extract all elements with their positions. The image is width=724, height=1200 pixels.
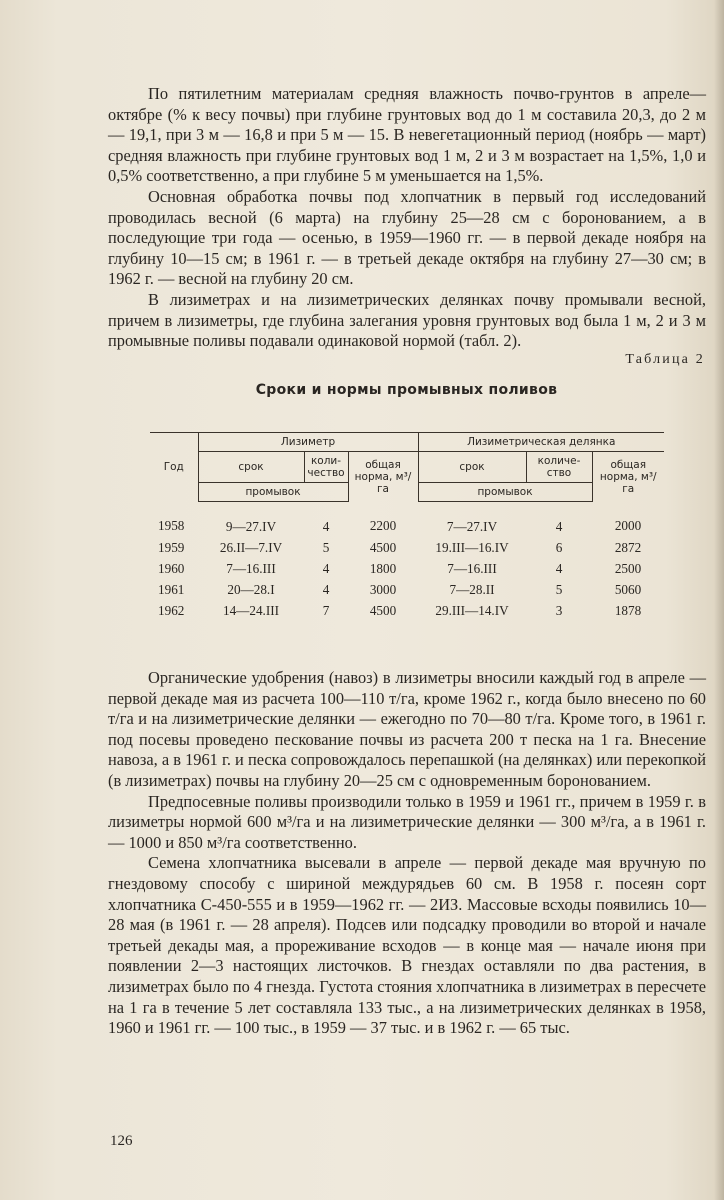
cell-plot-count: 6 [555,539,563,555]
cell-plot-count: 4 [555,518,563,534]
irrigation-table [150,432,664,621]
cell-year: 1959 [158,539,185,555]
table-caption: Таблица 2 [625,352,705,367]
cell-lys-term: 20—28.I [227,581,275,597]
cell-plot-norm: 2872 [614,539,642,555]
paragraph: Предпосевные поливы производили только в 1959 и 1961 гг., причем в 1959 г. в лизиметры нормой 600 м³/га и на лизиметрические делянки — 300 м³/га, а в 1961 г. — 1000 и 850 м³/га соответственно. [108,791,706,852]
cell-lys-count: 4 [322,560,330,576]
cell-plot-count: 4 [555,560,563,576]
cell-plot-count: 5 [555,581,563,597]
cell-lys-count: 5 [322,539,330,555]
cell-lys-count: 4 [322,518,330,534]
cell-year: 1958 [158,518,185,534]
cell-plot-norm: 2500 [614,560,642,576]
header-count: количе-ство [526,452,592,483]
paragraph: По пятилетним материалам средняя влажность почво-грунтов в апреле—октябре (% к весу почвы) при глубине грунтовых вод до 1 м составила 20,3, до 2 м — 19,1, при 3 м — 16,8 и при 5 м — 15. В невегетационный период (ноябрь — март) средняя влажность при глубине грунтовых вод 1 м, 2 и 3 м возрастает на 1,5%, 1,0 и 0,5% соответственно, а при глубине 5 м уменьшается на 1,5%. [108,84,706,186]
header-washings: промывок [198,483,348,502]
cell-lys-term: 14—24.III [222,602,280,618]
paragraph: Основная обработка почвы под хлопчатник в первый год исследований проводилась весной (6 марта) на глубину 25—28 см с боронованием, а в последующие три года — осенью, в 1959—1960 гг. — в первой декаде ноября на глубину 10—15 см; в 1961 г. — в третьей декаде октября на глубину 27—30 см; в 1962 г. — весной на глубину 20 см. [108,186,706,289]
header-washings: промывок [418,483,592,502]
table-title: Сроки и нормы промывных поливов [255,382,558,398]
cell-lys-norm: 4500 [369,602,397,618]
cell-lys-term: 7—16.III [226,560,276,576]
cell-plot-term: 29.III—14.IV [435,602,509,618]
header-year: Год [150,433,198,502]
paragraph: В лизиметрах и на лизиметрических делянках почву промывали весной, причем в лизиметры, где глубина залегания уровня грунтовых вод была 1 м, 2 и 3 м промывные поливы подавали одинаковой нормой (табл. 2). [108,289,706,351]
table-row [150,558,664,579]
table-row [150,579,664,600]
cell-year: 1960 [158,560,185,576]
cell-lys-count: 4 [322,581,330,597]
header-term: срок [418,452,526,483]
header-plot: Лизиметрическая делянка [418,433,664,452]
cell-plot-norm: 1878 [614,602,642,618]
cell-lys-count: 7 [322,602,330,618]
table-row [150,502,664,538]
cell-plot-norm: 2000 [614,518,642,534]
cell-plot-term: 19.III—16.IV [435,539,509,555]
cell-plot-term: 7—28.II [449,581,495,597]
cell-lys-norm: 4500 [369,539,397,555]
paragraph: Семена хлопчатника высевали в апреле — первой декаде мая вручную по гнездовому способу с шириной междурядьев 60 см. В 1958 г. посеян сорт хлопчатника С-450-555 и в 1959—1962 гг. — 2ИЗ. Массовые всходы появились 10—28 мая (в 1961 г. — 28 апреля). Подсев или подсадку проводили во второй и начале третьей декады мая, а прореживание всходов — в конце мая — начале июня при появлении 2—3 настоящих листочков. В гнездах оставляли по два растения, в лизиметрах было по 4 гнезда. Густота стояния хлопчатника в лизиметрах в пересчете на 1 га в течение 5 лет составляла 133 тыс., а на лизиметрических делянках в 1958, 1960 и 1961 гг. — 100 тыс., в 1959 — 37 тыс. и в 1962 г. — 65 тыс. [108,853,706,1038]
page-number: 126 [110,1133,133,1149]
header-norm: общая норма, м³/га [592,452,664,502]
body-text-bottom [108,668,706,1039]
table-row [150,600,664,621]
body-text-top [108,84,706,352]
header-lysimeter: Лизиметр [198,433,418,452]
cell-lys-term: 9—27.IV [225,518,277,534]
header-term: срок [198,452,304,483]
cell-plot-term: 7—27.IV [446,518,498,534]
cell-lys-norm: 2200 [369,518,397,534]
cell-year: 1961 [158,581,185,597]
header-norm: общая норма, м³/га [348,452,418,502]
paragraph: Органические удобрения (навоз) в лизиметры вносили каждый год в апреле — первой декаде мая из расчета 100—110 т/га, кроме 1962 г., когда было внесено по 60 т/га и на лизиметрические делянки — ежегодно по 70—80 т/га. Кроме того, в 1961 г. под посевы проведено пескование почвы из расчета 200 т песка на 1 га. Внесение навоза, а в 1961 г. и песка сопровождалось перепашкой (на делянках) или перекопкой (в лизиметрах) почвы на глубину 20—25 см с одновременным боронованием. [108,668,706,790]
cell-lys-term: 26.II—7.IV [219,539,283,555]
cell-lys-norm: 1800 [369,560,397,576]
cell-plot-count: 3 [555,602,563,618]
cell-plot-norm: 5060 [614,581,642,597]
cell-year: 1962 [158,602,185,618]
cell-plot-term: 7—16.III [447,560,497,576]
cell-lys-norm: 3000 [369,581,397,597]
header-count: коли-чество [304,452,348,483]
table-row [150,537,664,558]
